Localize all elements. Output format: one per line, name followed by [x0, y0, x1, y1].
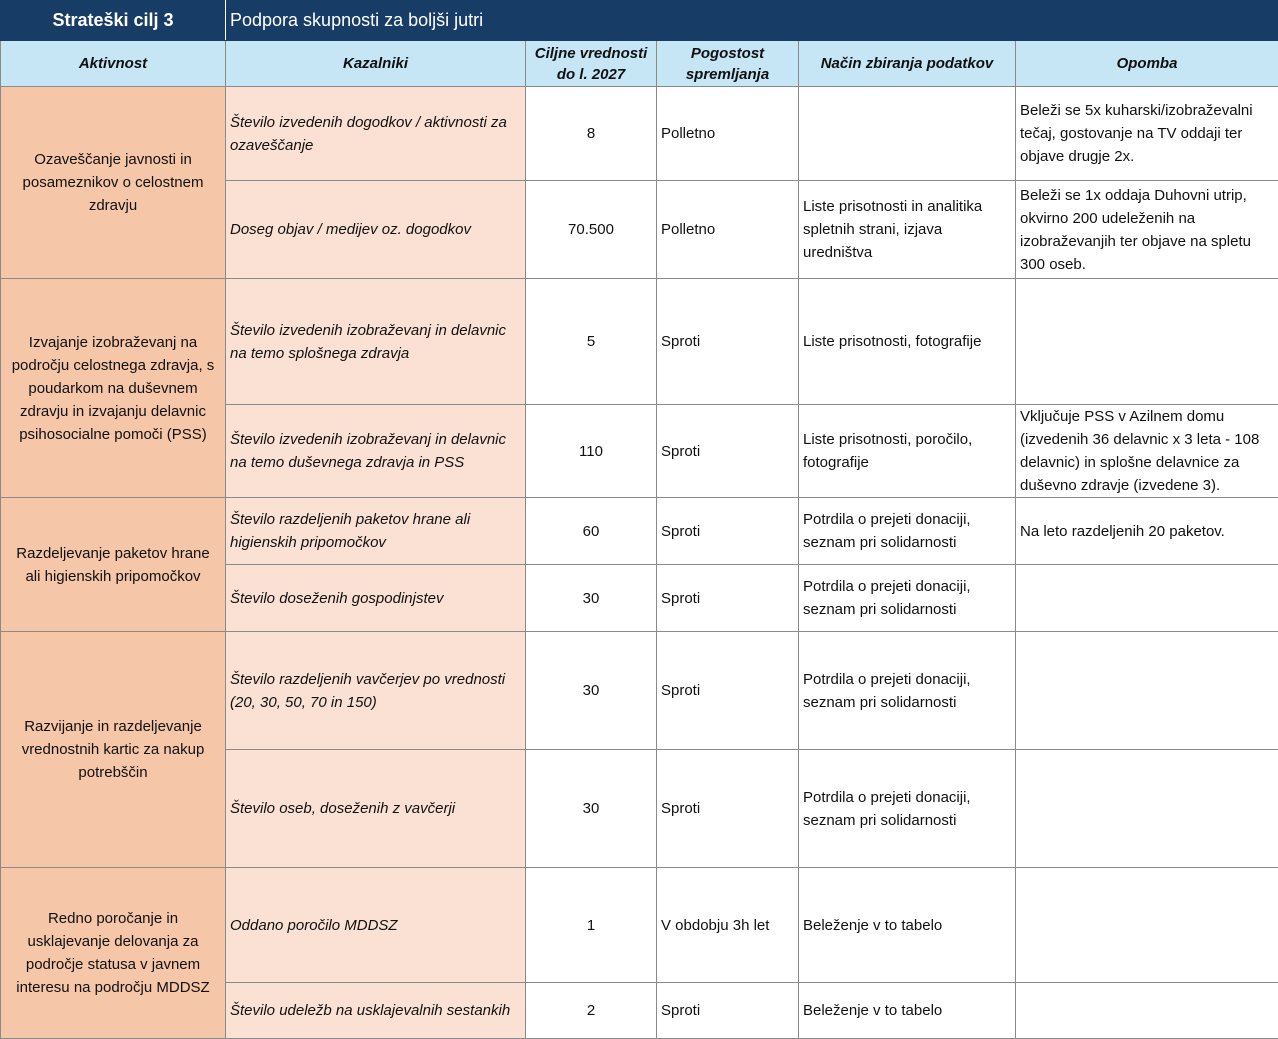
header-row: [1, 41, 1278, 87]
table-row: [1, 868, 1278, 983]
method-cell: Beleženje v to tabelo: [799, 868, 1016, 983]
indicator-cell: Število oseb, doseženih z vavčerji: [226, 750, 526, 868]
method-cell: Liste prisotnosti, poročilo, fotografije: [799, 405, 1016, 498]
indicator-cell: Število razdeljenih paketov hrane ali higienskih pripomočkov: [226, 498, 526, 565]
target-cell: 8: [526, 87, 657, 181]
note-cell: Vključuje PSS v Azilnem domu (izvedenih 36 delavnic x 3 leta - 108 delavnic) in splošne delavnice za duševno zdravje (izvedene 3).: [1016, 405, 1278, 498]
note-cell: [1016, 983, 1278, 1039]
activity-cell: Redno poročanje in usklajevanje delovanja za področje statusa v javnem interesu na področju MDDSZ: [1, 868, 226, 1039]
note-cell: [1016, 279, 1278, 405]
activity-cell: Razvijanje in razdeljevanje vrednostnih kartic za nakup potrebščin: [1, 632, 226, 868]
method-cell: [799, 87, 1016, 181]
activity-cell: Razdeljevanje paketov hrane ali higienskih pripomočkov: [1, 498, 226, 632]
frequency-cell: Sproti: [657, 565, 799, 632]
title-row: [1, 1, 1278, 41]
activity-cell: Ozaveščanje javnosti in posameznikov o celostnem zdravju: [1, 87, 226, 279]
frequency-cell: Sproti: [657, 632, 799, 750]
target-cell: 1: [526, 868, 657, 983]
method-cell: Potrdila o prejeti donaciji, seznam pri solidarnosti: [799, 565, 1016, 632]
note-cell: [1016, 632, 1278, 750]
column-header-target: Ciljne vrednosti do l. 2027: [526, 41, 657, 87]
table-row: [1, 87, 1278, 181]
table-row: [1, 279, 1278, 405]
method-cell: Potrdila o prejeti donaciji, seznam pri solidarnosti: [799, 632, 1016, 750]
activity-cell: Izvajanje izobraževanj na področju celostnega zdravja, s poudarkom na duševnem zdravju in izvajanju delavnic psihosocialne pomoči (PSS): [1, 279, 226, 498]
indicator-cell: Število izvedenih dogodkov / aktivnosti za ozaveščanje: [226, 87, 526, 181]
frequency-cell: Sproti: [657, 405, 799, 498]
note-cell: Beleži se 1x oddaja Duhovni utrip, okvirno 200 udeleženih na izobraževanjih ter objave na spletu 300 oseb.: [1016, 181, 1278, 279]
target-cell: 60: [526, 498, 657, 565]
frequency-cell: Polletno: [657, 181, 799, 279]
note-cell: [1016, 565, 1278, 632]
method-cell: Liste prisotnosti, fotografije: [799, 279, 1016, 405]
column-header-frequency: Pogostost spremljanja: [657, 41, 799, 87]
column-header-activity: Aktivnost: [1, 41, 226, 87]
target-cell: 70.500: [526, 181, 657, 279]
method-cell: Potrdila o prejeti donaciji, seznam pri solidarnosti: [799, 750, 1016, 868]
frequency-cell: Sproti: [657, 983, 799, 1039]
frequency-cell: V obdobju 3h let: [657, 868, 799, 983]
frequency-cell: Sproti: [657, 750, 799, 868]
method-cell: Beleženje v to tabelo: [799, 983, 1016, 1039]
method-cell: Potrdila o prejeti donaciji, seznam pri solidarnosti: [799, 498, 1016, 565]
note-cell: Beleži se 5x kuharski/izobraževalni tečaj, gostovanje na TV oddaji ter objave drugje 2x.: [1016, 87, 1278, 181]
target-cell: 30: [526, 750, 657, 868]
indicator-cell: Doseg objav / medijev oz. dogodkov: [226, 181, 526, 279]
strategic-goal-name: Podpora skupnosti za boljši jutri: [226, 1, 1278, 41]
method-cell: Liste prisotnosti in analitika spletnih strani, izjava uredništva: [799, 181, 1016, 279]
note-cell: Na leto razdeljenih 20 paketov.: [1016, 498, 1278, 565]
indicator-cell: Število razdeljenih vavčerjev po vrednosti (20, 30, 50, 70 in 150): [226, 632, 526, 750]
frequency-cell: Sproti: [657, 279, 799, 405]
indicator-cell: Število izvedenih izobraževanj in delavnic na temo duševnega zdravja in PSS: [226, 405, 526, 498]
target-cell: 110: [526, 405, 657, 498]
table-row: [1, 498, 1278, 565]
column-header-method: Način zbiranja podatkov: [799, 41, 1016, 87]
note-cell: [1016, 868, 1278, 983]
indicator-cell: Oddano poročilo MDDSZ: [226, 868, 526, 983]
column-header-note: Opomba: [1016, 41, 1278, 87]
table-row: [1, 632, 1278, 750]
note-cell: [1016, 750, 1278, 868]
strategic-goal-label: Strateški cilj 3: [1, 1, 226, 41]
indicator-cell: Število izvedenih izobraževanj in delavnic na temo splošnega zdravja: [226, 279, 526, 405]
target-cell: 2: [526, 983, 657, 1039]
column-header-indicators: Kazalniki: [226, 41, 526, 87]
target-cell: 5: [526, 279, 657, 405]
indicator-cell: Število udeležb na usklajevalnih sestankih: [226, 983, 526, 1039]
target-cell: 30: [526, 632, 657, 750]
target-cell: 30: [526, 565, 657, 632]
indicator-cell: Število doseženih gospodinjstev: [226, 565, 526, 632]
frequency-cell: Polletno: [657, 87, 799, 181]
frequency-cell: Sproti: [657, 498, 799, 565]
